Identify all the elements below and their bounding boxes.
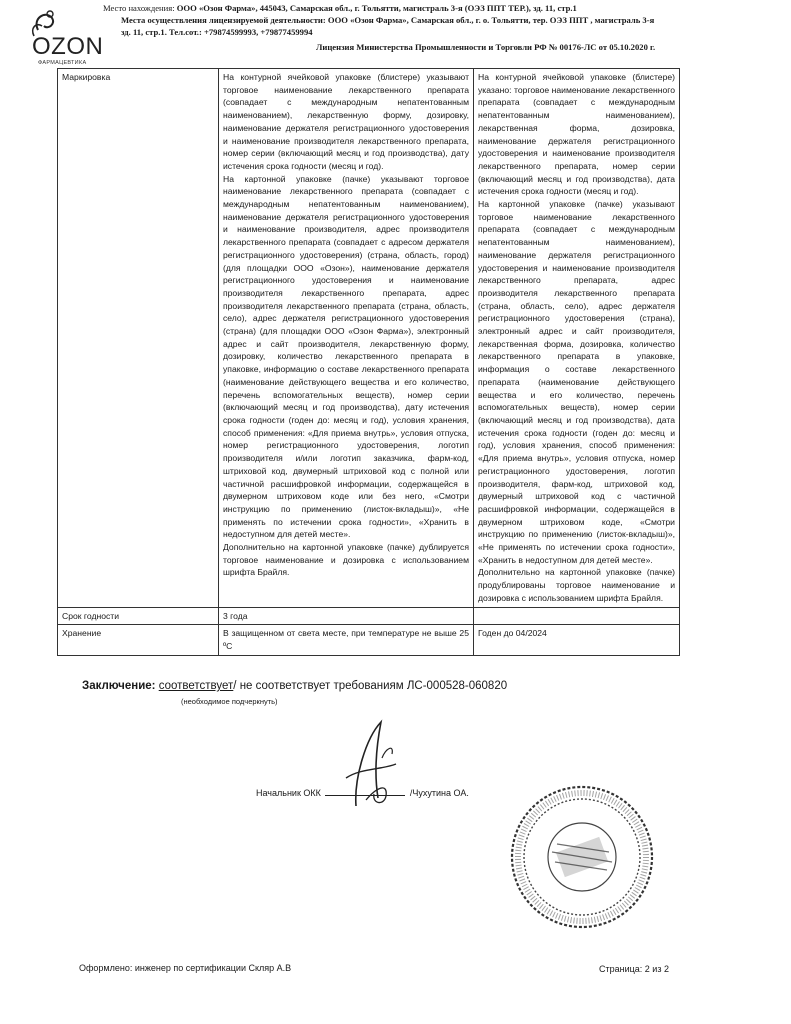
- act-paragraph-3: Дополнительно на картонной упаковке (пачке) продублированы торговое наименование и дозировка с использованием шрифта Брайля.: [478, 567, 675, 603]
- conclusion-label: Заключение:: [82, 680, 156, 692]
- conclusion-option-yes: соответствует: [158, 680, 234, 692]
- footer-prepared-by: Оформлено: инженер по сертификации Скляр А.В: [79, 963, 292, 973]
- row-label: Хранение: [58, 625, 219, 655]
- act-paragraph-2: На картонной упаковке (пачке) указывают торговое наименование лекарственного препарата (совпадает с международным непатентованным наименованием), наименование держателя регистрационного удостоверения и наименование производителя лекарственного препарата, адрес производителя лекарственного препарата (страна, область, село), адрес держателя регистрационного удостоверения (страна), электронный адрес и сайт производителя, лекарственная форма, дозировка, количество лекарственного препарата в упаковке, информация о составе лекарственного препарата (наименование действующего вещества и его количество, перечень вспомогательных веществ), номер серии (включающий месяц и год производства), дата истечения срока годности (годен до: месяц и год), условия хранения, способ применения: «Для приема внутрь», условия отпуска, номер регистрационного удостоверения, логотип производителя, фарм-код, штриховой код, двумерный штриховой код с частичной расшифровкой информации, содержащейся в двумерном штриховом коде, «Смотри инструкцию по применению (листок-вкладыш)», «Не применять по истечении срока годности», «Хранить в недоступном для детей месте».: [478, 199, 675, 565]
- conclusion-option-no: не соответствует: [239, 680, 331, 692]
- signature-role: Начальник ОКК: [256, 788, 321, 798]
- actual-cell: [474, 607, 680, 625]
- req-paragraph-1: На контурной ячейковой упаковке (блистере) указывают торговое наименование лекарственного препарата (совпадает с международным непатентованным наименованием), лекарственную форму, дозировку, наименование держателя регистрационного удостоверения и наименование производителя лекарственного препарата, номер серии (включающий месяц и год производства), дату истечения срока годности (месяц и год).: [223, 72, 469, 171]
- header-location: [103, 3, 577, 13]
- row-label: Маркировка: [58, 69, 219, 608]
- actual-cell: [474, 69, 680, 608]
- footer-page-number: Страница: 2 из 2: [599, 964, 669, 974]
- activity-value-2: зд. 11, стр.1.: [121, 27, 167, 37]
- company-stamp: [507, 782, 657, 932]
- act-paragraph-1: На контурной ячейковой упаковке (блистере) указано: торговое наименование лекарственного препарата (совпадает с международным непатентованным наименованием), лекарственная форма, дозировка, наименование держателя регистрационного удостоверения и наименование производителя лекарственного препарата, номер серии (включающий месяц и год производства), дата истечения срока годности (месяц и год).: [478, 72, 675, 197]
- table-row-marking: [58, 69, 680, 608]
- logo-subtitle: ФАРМАЦЕВТИКА: [38, 60, 87, 66]
- specification-table: [57, 68, 680, 656]
- signature-line: [256, 788, 469, 798]
- row-label: Срок годности: [58, 607, 219, 625]
- signature-blank: [325, 795, 405, 796]
- logo-text: OZON: [32, 33, 104, 60]
- header-phone: Тел.сот.: +79874599993, +79877459994: [169, 27, 313, 37]
- req-paragraph-2: На картонной упаковке (пачке) указывают торговое наименование лекарственного препарата (совпадает с международным непатентованным наименованием), наименование держателя регистрационного удостоверения и наименование производителя, адрес производителя лекарственного препарата (совпадает с адресом держателя регистрационного удостоверения) (страна, область, город) (для площадки ООО «Озон»), наименование держателя регистрационного удостоверения и наименование производителя лекарственного препарата, адрес производителя лекарственного препарата (страна, область, село), адрес держателя регистрационного удостоверения (страна) (для площадки ООО «Озон Фарма»), электронный адрес и сайт производителя, лекарственную форму, дозировку, количество лекарственного препарата в упаковке, информацию о составе лекарственного препарата (наименование действующего вещества и его количество, перечень вспомогательных веществ), номер серии (включающий месяц и год производства), дату истечения срока годности (годен до: месяц и год), условия хранения, способ применения: «Для приема внутрь», условия отпуска, номер регистрационного удостоверения, логотип производителя и/или логотип заказчика, фарм-код, штриховой код, двумерный штриховой код с полной или частичной расшифровкой информации, содержащейся в двумерном штриховом коде или без него, «Смотри инструкцию по применению (листок-вкладыш)», «Не применять по истечении срока годности», «Хранить в недоступном для детей месте».: [223, 173, 469, 540]
- conclusion-separator: /: [233, 680, 237, 692]
- activity-label: Места осуществления лицензируемой деятельности:: [121, 15, 326, 25]
- location-value: ООО «Озон Фарма», 445043, Самарская обл., г. Тольятти, магистраль 3-я (ОЭЗ ППТ ТЕР.), зд. 11, стр.1: [176, 3, 577, 13]
- header-activity-2: [121, 27, 313, 37]
- location-label: Место нахождения:: [103, 3, 175, 13]
- conclusion-line: [82, 680, 507, 692]
- conclusion-note: (необходимое подчеркнуть): [181, 697, 278, 706]
- requirement-cell: [219, 69, 474, 608]
- conclusion-rest: требованиям ЛС-000528-060820: [333, 680, 508, 692]
- table-row-shelf-life: [58, 607, 680, 625]
- company-logo: [26, 8, 104, 66]
- actual-cell: Годен до 04/2024: [474, 625, 680, 655]
- header-license: Лицензия Министерства Промышленности и Торговли РФ № 00176-ЛС от 05.10.2020 г.: [316, 42, 656, 52]
- table-row-storage: [58, 625, 680, 655]
- activity-value: ООО «Озон Фарма», Самарская обл., г. о. Тольятти, тер. ОЭЗ ППТ , магистраль 3-я: [327, 15, 655, 25]
- header-activity: [121, 15, 654, 25]
- requirement-cell: В защищенном от света месте, при температуре не выше 25 ºС: [219, 625, 474, 655]
- requirement-cell: 3 года: [219, 607, 474, 625]
- req-paragraph-3: Дополнительно на картонной упаковке (пачке) дублируется торговое наименование и дозировка с использованием шрифта Брайля.: [223, 542, 469, 578]
- signature-name: /Чухутина ОА.: [409, 788, 469, 798]
